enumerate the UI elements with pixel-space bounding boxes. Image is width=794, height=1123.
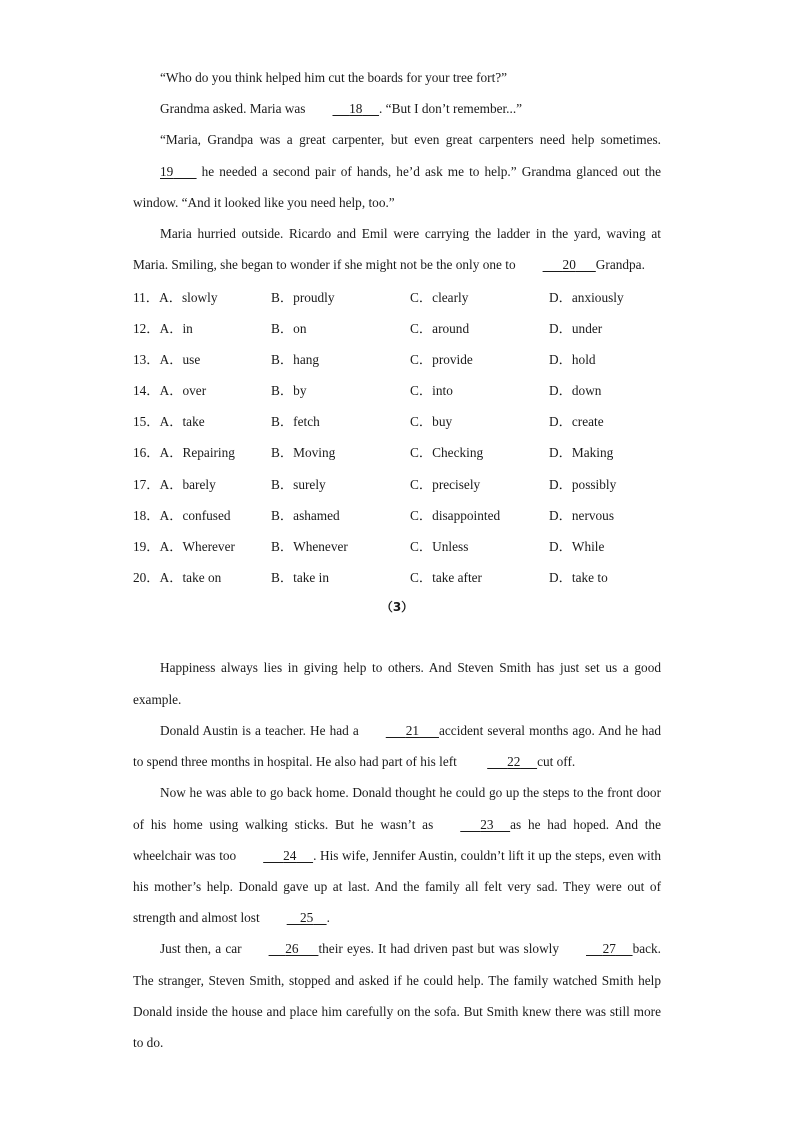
option-a: 12．A．in: [133, 320, 193, 336]
option-c: C．into: [410, 383, 453, 399]
option-d: D．Making: [549, 445, 614, 461]
option-a: 15．A．take: [133, 414, 205, 430]
option-row: [133, 530, 661, 561]
blank-24: 24: [283, 847, 297, 863]
option-b: B．hang: [271, 351, 320, 367]
option-row: [133, 561, 661, 592]
paragraph-text: .: [326, 910, 330, 926]
option-a: 18．A．confused: [133, 507, 231, 523]
option-d: D．nervous: [549, 507, 614, 523]
options-table: [133, 280, 661, 592]
option-b: B．by: [271, 383, 307, 399]
paragraph-text: “Who do you think helped him cut the boards for your tree fort?”: [160, 70, 508, 85]
blank-27: 27: [602, 941, 616, 957]
option-d: D．possibly: [549, 476, 617, 492]
paragraph-text: cut off.: [537, 754, 576, 770]
paragraph-text: Happiness always lies in giving help to others. And Steven Smith has just set us a good example.: [133, 660, 661, 707]
option-b: B．Whenever: [271, 539, 348, 555]
option-a: 11．A．slowly: [133, 289, 218, 305]
paragraph-text: “Maria, Grandpa was a great carpenter, but even great carpenters need help sometimes.: [160, 132, 661, 148]
option-c: C．buy: [410, 414, 453, 430]
option-c: C．around: [410, 320, 470, 336]
option-a: 19．A．Wherever: [133, 539, 235, 555]
passage2-paragraph-1: [133, 62, 661, 93]
paragraph-text: . His wife, Jennifer Austin, couldn’t lift it up the steps, even with his mother’s help. Donald gave up at last. And the family all felt very sad. They were out of strength and almost lost: [133, 847, 661, 926]
passage2-paragraph-4: [133, 218, 661, 280]
option-d: D．anxiously: [549, 289, 624, 305]
option-b: B．on: [271, 320, 307, 336]
option-b: B．ashamed: [271, 507, 340, 523]
paragraph-text: Grandpa.: [595, 257, 645, 273]
paragraph-text: Donald Austin is a teacher. He had a: [160, 722, 359, 738]
paragraph-text: Grandma asked. Maria was: [160, 101, 306, 117]
blank-22: 22: [507, 754, 521, 770]
option-a: 20．A．take on: [133, 570, 222, 586]
blank-26: 26: [285, 941, 299, 957]
option-row: [133, 280, 661, 311]
option-d: D．hold: [549, 351, 596, 367]
option-a: 17．A．barely: [133, 476, 216, 492]
blank-23: 23: [480, 816, 494, 832]
paragraph-text: their eyes. It had driven past but was slowly: [318, 941, 560, 957]
blank-18: 18: [349, 101, 363, 117]
paragraph-text: he needed a second pair of hands, he’d ask me to help.” Grandma glanced out the window. “And it looked like you need help, too.”: [133, 163, 661, 210]
option-b: B．Moving: [271, 445, 336, 461]
option-d: D．take to: [549, 570, 608, 586]
option-c: C．Checking: [410, 445, 484, 461]
passage3-paragraph-3: [133, 777, 661, 933]
document-page: [133, 62, 661, 1058]
passage3-paragraph-1: [133, 652, 661, 714]
blank-25: 25: [299, 910, 314, 926]
blank-19: 19: [160, 163, 174, 179]
option-c: C．disappointed: [410, 507, 501, 523]
option-b: B．proudly: [271, 289, 335, 305]
paragraph-text: as he had hoped. And the wheelchair was too: [133, 816, 661, 863]
option-c: C．precisely: [410, 476, 481, 492]
section-title: （3）: [380, 600, 414, 615]
paragraph-text: Just then, a car: [160, 941, 242, 957]
option-c: C．clearly: [410, 289, 469, 305]
paragraph-text: accident several months ago. And he had to spend three months in hospital. He also had part of his left: [133, 722, 661, 770]
option-row: [133, 499, 661, 530]
option-a: 16．A．Repairing: [133, 445, 235, 461]
option-row: [133, 468, 661, 499]
blank-21: 21: [405, 722, 420, 738]
blank-20: 20: [562, 257, 576, 273]
passage2-paragraph-2: [133, 93, 661, 124]
option-row: [133, 374, 661, 405]
option-c: C．Unless: [410, 539, 469, 555]
option-row: [133, 405, 661, 436]
option-b: B．surely: [271, 476, 326, 492]
option-a: 14．A．over: [133, 383, 207, 399]
option-row: [133, 436, 661, 467]
paragraph-text: Now he was able to go back home. Donald thought he could go up the steps to the front door of his home using walking sticks. But he wasn’t as: [133, 785, 661, 832]
option-row: [133, 343, 661, 374]
passage2-paragraph-3: [133, 124, 661, 218]
option-row: [133, 312, 661, 343]
option-d: D．create: [549, 414, 604, 430]
section-spacer: [133, 623, 661, 652]
paragraph-text: back. The stranger, Steven Smith, stopped and asked if he could help. The family watched Smith help Donald inside the house and place him carefully on the sofa. But Smith knew there was still more to do.: [133, 941, 661, 1050]
option-d: D．under: [549, 320, 603, 336]
option-c: C．provide: [410, 351, 473, 367]
option-c: C．take after: [410, 570, 482, 586]
option-d: D．down: [549, 383, 602, 399]
option-a: 13．A．use: [133, 351, 201, 367]
option-d: D．While: [549, 539, 605, 555]
option-b: B．take in: [271, 570, 329, 586]
passage3-paragraph-4: [133, 933, 661, 1058]
passage3-paragraph-2: [133, 715, 661, 777]
option-b: B．fetch: [271, 414, 320, 430]
paragraph-text: Maria hurried outside. Ricardo and Emil were carrying the ladder in the yard, waving at Maria. Smiling, she began to wonder if she might not be the only one to: [133, 226, 661, 273]
paragraph-text: . “But I don’t remember...”: [379, 101, 523, 117]
